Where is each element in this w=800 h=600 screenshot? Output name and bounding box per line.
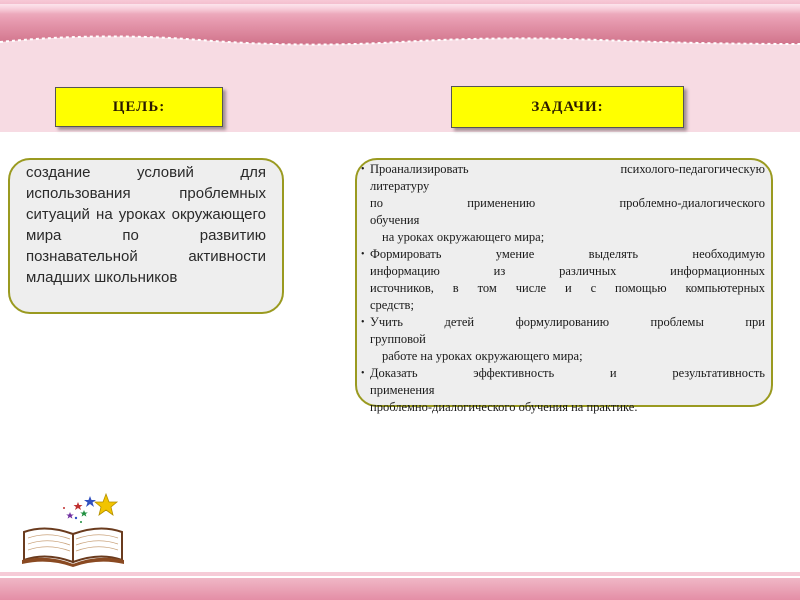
top-band-highlight [0, 4, 800, 14]
task-line: групповой [370, 332, 426, 346]
tasks-header: ЗАДАЧИ: [451, 86, 684, 128]
bullet-icon: • [361, 317, 365, 328]
task-line: Учить детей формулированию проблемы при [370, 315, 765, 329]
task-line: проблемно-диалогического обучения на практике. [370, 400, 638, 414]
star-icon [66, 512, 74, 519]
task-line: Доказать эффективность и результативность [370, 366, 765, 380]
tasks-list [361, 161, 765, 416]
star-icon [95, 494, 117, 515]
bullet-icon: • [361, 164, 365, 175]
task-line: обучения [370, 213, 420, 227]
task-line: работе на уроках окружающего мира; [382, 349, 583, 363]
task-line: Проанализировать психолого-педагогическую [370, 162, 765, 176]
task-line: по применению проблемно-диалогического [370, 196, 765, 210]
bullet-icon: • [361, 368, 365, 379]
task-line: источников, в том числе и с помощью компьютерных [370, 281, 765, 295]
task-line: на уроках окружающего мира; [382, 230, 545, 244]
task-item [361, 365, 765, 416]
star-icon [84, 496, 96, 507]
task-item [361, 314, 765, 365]
star-icon [80, 510, 88, 517]
bullet-icon: • [361, 249, 365, 260]
task-line: применения [370, 383, 435, 397]
task-item [361, 246, 765, 314]
task-line: литературу [370, 179, 430, 193]
task-line: Формировать умение выделять необходимую [370, 247, 765, 261]
task-item [361, 161, 765, 246]
goal-text: создание условий для использования проблемных ситуаций на уроках окружающего мира по развитию познавательной активности младших школьников [26, 164, 266, 286]
goal-header: ЦЕЛЬ: [55, 87, 223, 127]
star-icon [74, 502, 83, 510]
bottom-decorative-band [0, 578, 800, 600]
open-book-icon [18, 488, 128, 568]
task-line: средств; [370, 298, 414, 312]
task-line: информацию из различных информационных [370, 264, 765, 278]
bottom-band-line [0, 572, 800, 576]
